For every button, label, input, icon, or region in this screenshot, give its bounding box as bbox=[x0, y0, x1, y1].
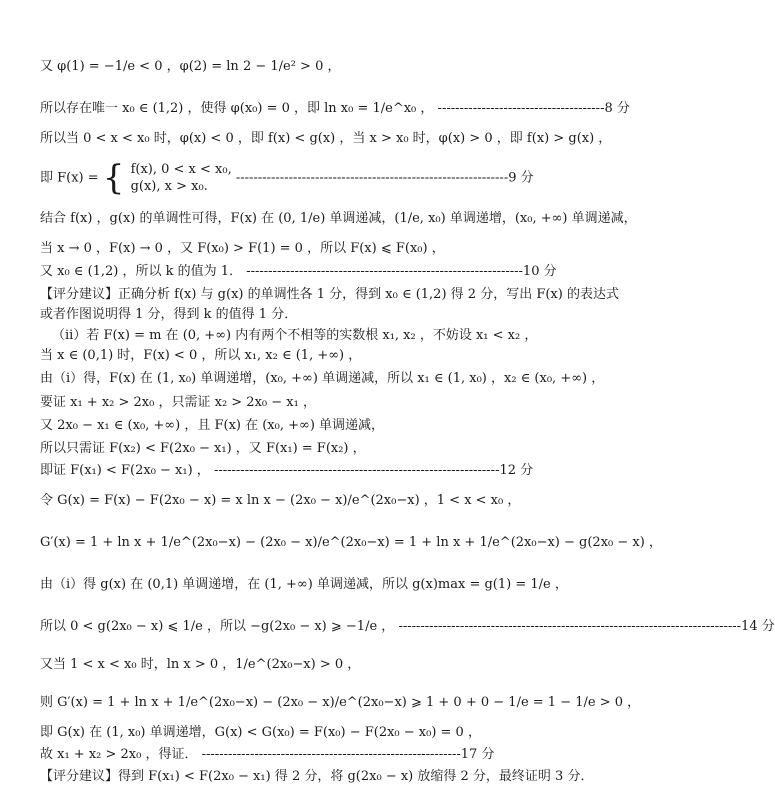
scoring-note-1b: 或者作图说明得 1 分，得到 k 的值得 1 分． bbox=[40, 307, 298, 322]
piecewise-cases: f(x), 0 < x < x₀, g(x), x > x₀. bbox=[130, 162, 232, 194]
line-decreasing: 又 2x₀ − x₁ ∈ (x₀, +∞) ，且 F(x) 在 (x₀, +∞) 单调递减， bbox=[40, 418, 385, 433]
line-unique-root: 所以存在唯一 x₀ ∈ (1,2) ，使得 φ(x₀) = 0 ，即 ln x₀ = 1/e^x₀ ， --------------------------------------8 分 bbox=[40, 101, 630, 116]
line-phi-values: 又 φ(1) = −1/e < 0 ，φ(2) = ln 2 − 1/e² > 0 ， bbox=[40, 59, 341, 74]
scoring-note-1a: 【评分建议】正确分析 f(x) 与 g(x) 的单调性各 1 分，得到 x₀ ∈ (1,2) 得 2 分，写出 F(x) 的表达式 bbox=[40, 287, 619, 302]
piecewise-brace: { bbox=[102, 158, 125, 198]
score-9: --------------------------------------------------------------9 分 bbox=[235, 170, 534, 186]
line-equivalent: 即证 F(x₁) < F(2x₀ − x₁) ， -----------------------------------------------------------------12 分 bbox=[40, 463, 534, 478]
score-14: ------------------------------------------------------------------------------14 分 bbox=[398, 619, 775, 634]
score-10: ---------------------------------------------------------------10 分 bbox=[246, 264, 557, 279]
scoring-note-2: 【评分建议】得到 F(x₁) < F(2x₀ − x₁) 得 2 分，将 g(2x₀ − x) 放缩得 2 分，最终证明 3 分． bbox=[40, 769, 594, 784]
line-part-ii: （ii）若 F(x) = m 在 (0, +∞) 内有两个不相等的实数根 x₁, x₂ ，不妨设 x₁ < x₂ ， bbox=[52, 328, 538, 343]
line-g-max: 由（i）得 g(x) 在 (0,1) 单调递增，在 (1, +∞) 单调递减，所以 g(x)max = g(1) = 1/e ， bbox=[40, 577, 568, 592]
line-G-derivative-positive: 则 G′(x) = 1 + ln x + 1/e^(2x₀−x) − (2x₀ − x)/e^(2x₀−x) ⩾ 1 + 0 + 0 − 1/e = 1 − 1/e > 0 ， bbox=[40, 695, 641, 710]
score-12: -----------------------------------------------------------------12 分 bbox=[213, 463, 534, 478]
line-piecewise-F: 即 F(x) = { f(x), 0 < x < x₀, g(x), x > x₀. --------------------------------------------------------------9 分 bbox=[40, 158, 534, 198]
score-17: -----------------------------------------------------------17 分 bbox=[201, 747, 495, 762]
line-conclusion: 故 x₁ + x₂ > 2x₀ ，得证． -----------------------------------------------------------17 分 bbox=[40, 747, 495, 762]
line-roots-intervals: 由（i）得，F(x) 在 (1, x₀) 单调递增，(x₀, +∞) 单调递减，所以 x₁ ∈ (1, x₀) ，x₂ ∈ (x₀, +∞) ， bbox=[40, 371, 605, 386]
line-k-value: 又 x₀ ∈ (1,2) ，所以 k 的值为 1． ---------------------------------------------------------------10 分 bbox=[40, 264, 557, 279]
score-8: --------------------------------------8 分 bbox=[437, 101, 630, 116]
line-limit-F: 当 x → 0 ，F(x) → 0 ，又 F(x₀) > F(1) = 0 ，所以 F(x) ⩽ F(x₀) ， bbox=[40, 241, 445, 256]
line-define-G: 令 G(x) = F(x) − F(2x₀ − x) = x ln x − (2x₀ − x)/e^(2x₀−x) ，1 < x < x₀ ， bbox=[40, 493, 521, 508]
line-g-bound: 所以 0 < g(2x₀ − x) ⩽ 1/e ，所以 −g(2x₀ − x) ⩾ −1/e ， ------------------------------------------------------------------------------14 分 bbox=[40, 619, 775, 634]
line-roots-range: 当 x ∈ (0,1) 时，F(x) < 0 ，所以 x₁, x₂ ∈ (1, +∞) ， bbox=[40, 348, 362, 363]
line-monotonicity-F: 结合 f(x) ，g(x) 的单调性可得，F(x) 在 (0, 1/e) 单调递减，(1/e, x₀) 单调递增，(x₀, +∞) 单调递减， bbox=[40, 211, 637, 226]
line-G-increasing: 即 G(x) 在 (1, x₀) 单调递增，G(x) < G(x₀) = F(x₀) − F(2x₀ − x₀) = 0 ， bbox=[40, 725, 481, 740]
line-need-prove: 所以只需证 F(x₂) < F(2x₀ − x₁) ，又 F(x₁) = F(x₂) ， bbox=[40, 441, 366, 456]
line-compare-fg: 所以当 0 < x < x₀ 时，φ(x) < 0 ，即 f(x) < g(x) ，当 x > x₀ 时，φ(x) > 0 ，即 f(x) > g(x) ， bbox=[40, 131, 612, 146]
line-lnx-positive: 又当 1 < x < x₀ 时，ln x > 0 ，1/e^(2x₀−x) > 0 ， bbox=[40, 657, 361, 672]
line-G-derivative: G′(x) = 1 + ln x + 1/e^(2x₀−x) − (2x₀ − x)/e^(2x₀−x) = 1 + ln x + 1/e^(2x₀−x) − g(2x₀ − x) ， bbox=[40, 535, 662, 550]
line-prove-goal: 要证 x₁ + x₂ > 2x₀ ，只需证 x₂ > 2x₀ − x₁ ， bbox=[40, 395, 316, 410]
